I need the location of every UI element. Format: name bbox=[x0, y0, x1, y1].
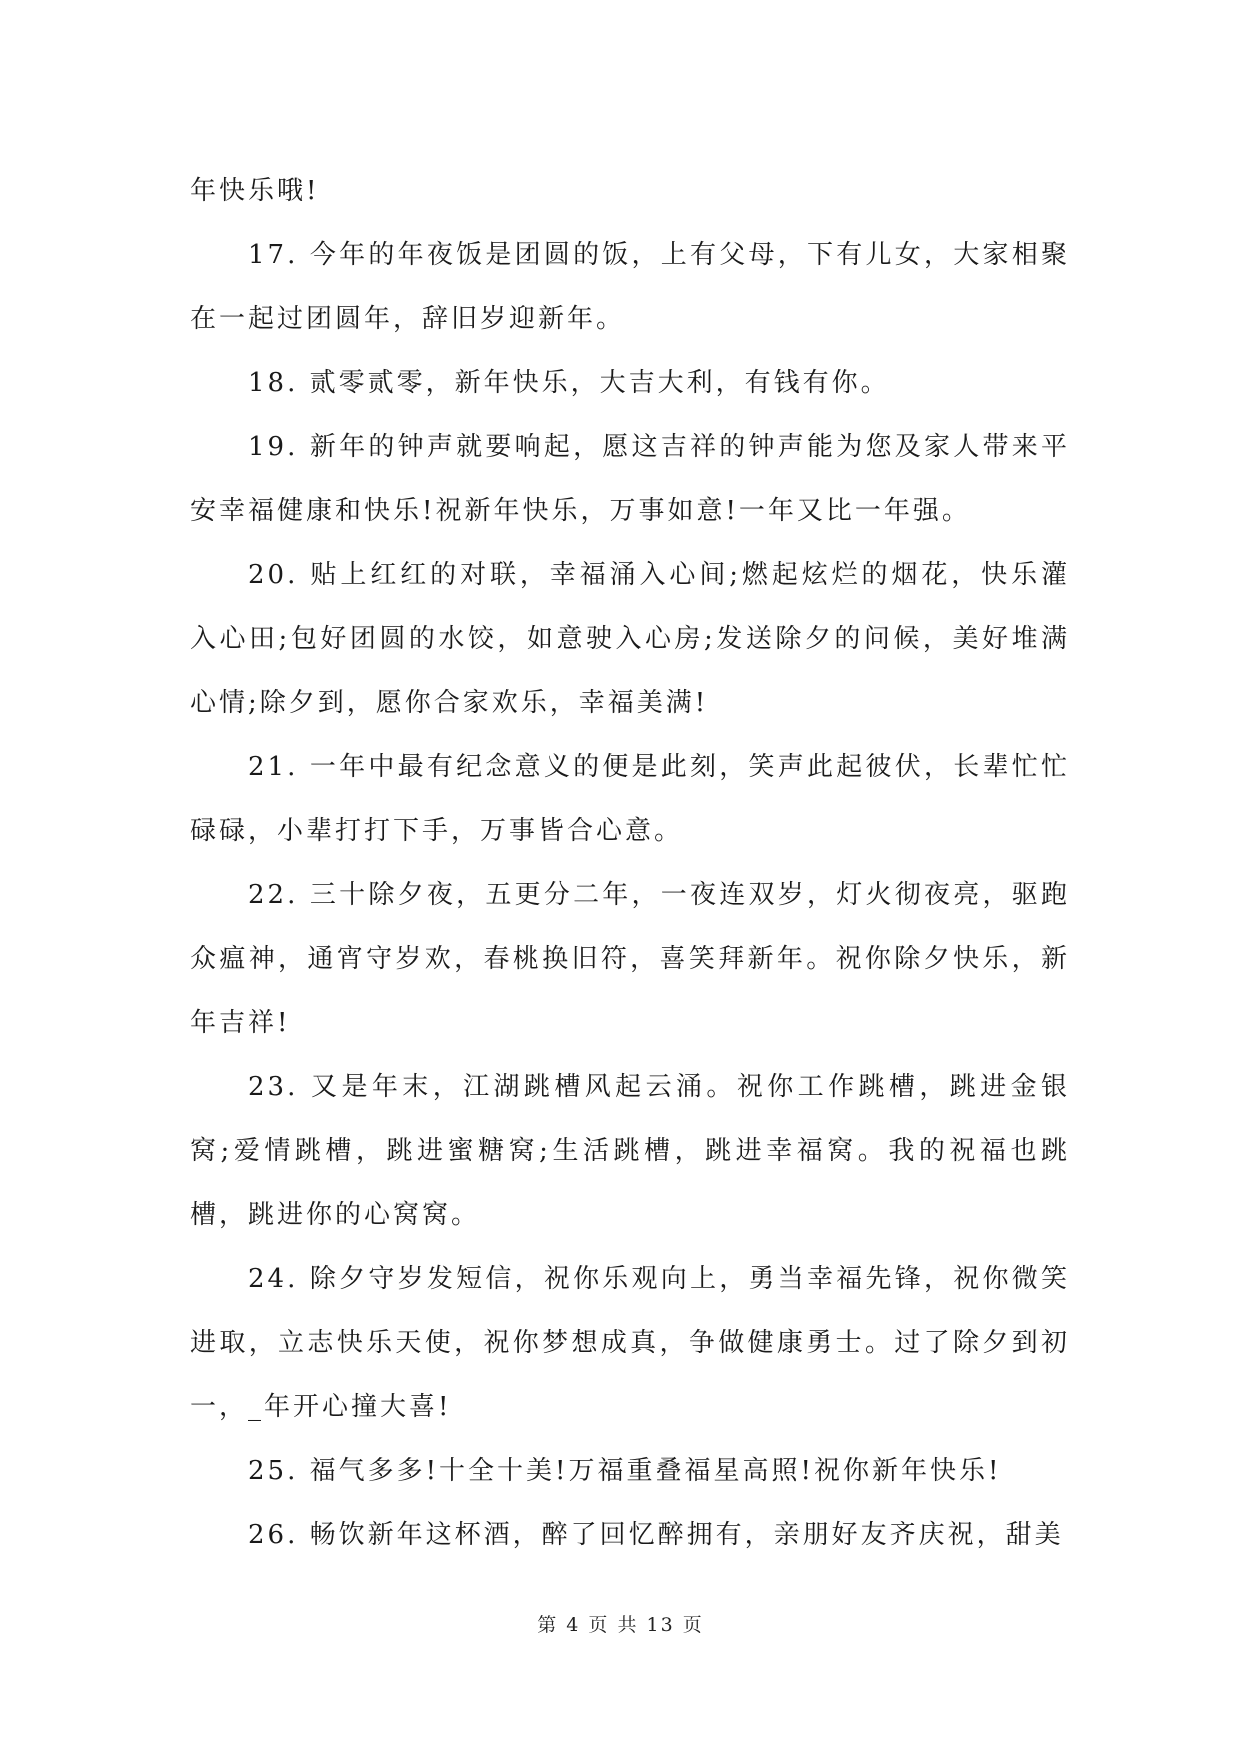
paragraph: 26. 畅饮新年这杯酒，醉了回忆醉拥有，亲朋好友齐庆祝，甜美 bbox=[248, 1520, 1064, 1550]
paragraph: 20. 贴上红红的对联，幸福涌入心间;燃起炫烂的烟花，快乐灌入心田;包好团圆的水饺，如意驶入心房;发送除夕的问候，美好堆满心情;除夕到，愿你合家欢乐，幸福美满! bbox=[190, 560, 1070, 718]
body-text bbox=[190, 159, 1070, 1567]
paragraph: 22. 三十除夕夜，五更分二年，一夜连双岁，灯火彻夜亮，驱跑众瘟神，通宵守岁欢，春桃换旧符，喜笑拜新年。祝你除夕快乐，新年吉祥! bbox=[190, 880, 1070, 1038]
paragraph: 17. 今年的年夜饭是团圆的饭，上有父母，下有儿女，大家相聚在一起过团圆年，辞旧岁迎新年。 bbox=[190, 240, 1070, 334]
paragraph: 19. 新年的钟声就要响起，愿这吉祥的钟声能为您及家人带来平安幸福健康和快乐!祝新年快乐，万事如意!一年又比一年强。 bbox=[190, 432, 1070, 526]
page-footer: 第 4 页 共 13 页 bbox=[537, 1614, 704, 1636]
paragraph: 24. 除夕守岁发短信，祝你乐观向上，勇当幸福先锋，祝你微笑进取，立志快乐天使，祝你梦想成真，争做健康勇士。过了除夕到初一，_年开心撞大喜! bbox=[190, 1264, 1070, 1422]
paragraph: 21. 一年中最有纪念意义的便是此刻，笑声此起彼伏，长辈忙忙碌碌，小辈打打下手，万事皆合心意。 bbox=[190, 752, 1070, 846]
paragraph: 18. 贰零贰零，新年快乐，大吉大利，有钱有你。 bbox=[248, 368, 890, 398]
paragraph: 年快乐哦! bbox=[190, 176, 320, 206]
paragraph: 23. 又是年末，江湖跳槽风起云涌。祝你工作跳槽，跳进金银窝;爱情跳槽，跳进蜜糖窝;生活跳槽，跳进幸福窝。我的祝福也跳槽，跳进你的心窝窝。 bbox=[190, 1072, 1070, 1230]
paragraph: 25. 福气多多!十全十美!万福重叠福星高照!祝你新年快乐! bbox=[248, 1456, 1002, 1486]
